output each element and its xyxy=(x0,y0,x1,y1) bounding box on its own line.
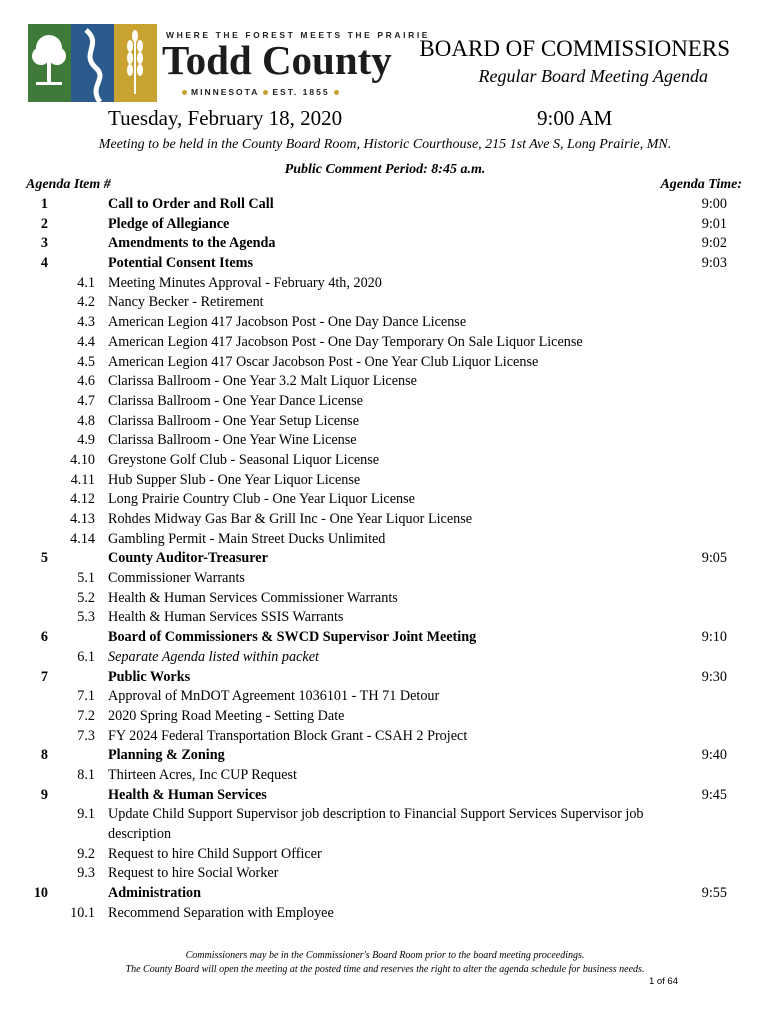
agenda-item-time: 9:45 xyxy=(701,786,727,803)
agenda-item-time: 9:05 xyxy=(701,550,727,567)
agenda-subitem xyxy=(0,353,770,373)
agenda-subitem xyxy=(0,707,770,727)
agenda-item xyxy=(0,668,770,688)
agenda-item xyxy=(0,628,770,648)
agenda-item-text: American Legion 417 Jacobson Post - One Day Temporary On Sale Liquor License xyxy=(108,333,583,350)
agenda-item-text: Amendments to the Agenda xyxy=(108,235,276,252)
agenda-subitem xyxy=(0,904,770,924)
agenda-item-text: Clarissa Ballroom - One Year Dance License xyxy=(108,392,363,409)
agenda-item-time: 9:02 xyxy=(701,235,727,252)
agenda-subitem xyxy=(0,490,770,510)
agenda-item-number: 10 xyxy=(33,885,48,902)
logo-tagline: WHERE THE FOREST MEETS THE PRAIRIE xyxy=(166,30,431,40)
meeting-date: Tuesday, February 18, 2020 xyxy=(108,106,343,130)
agenda-item xyxy=(0,746,770,766)
agenda-subitem xyxy=(0,471,770,491)
agenda-subitem xyxy=(0,569,770,589)
agenda-item-text: Separate Agenda listed within packet xyxy=(108,648,319,665)
agenda-item-text: Recommend Separation with Employee xyxy=(108,904,334,921)
agenda-item-number: 4.6 xyxy=(77,373,95,390)
agenda-subitem xyxy=(0,727,770,747)
agenda-item xyxy=(0,195,770,215)
agenda-subitem xyxy=(0,313,770,333)
column-header-time: Agenda Time: xyxy=(660,177,742,192)
agenda-item-number: 7 xyxy=(40,668,48,685)
agenda-subitem xyxy=(0,293,770,313)
dot-icon xyxy=(334,90,339,95)
agenda-item-number: 9.3 xyxy=(77,865,95,882)
agenda-item-number: 4.12 xyxy=(70,491,95,508)
agenda-item-text: Long Prairie Country Club - One Year Liquor License xyxy=(108,491,415,508)
board-subtitle: Regular Board Meeting Agenda xyxy=(478,66,708,86)
logo-subline xyxy=(178,87,343,97)
agenda-item-number: 10.1 xyxy=(70,904,95,921)
agenda-item-number: 7.2 xyxy=(77,707,95,724)
agenda-item xyxy=(0,254,770,274)
agenda-item-number: 9.1 xyxy=(77,806,95,823)
agenda-item-text: County Auditor-Treasurer xyxy=(108,550,268,567)
agenda-item-text: Clarissa Ballroom - One Year Wine License xyxy=(108,432,357,449)
agenda-item-number: 5 xyxy=(40,550,48,567)
agenda-item xyxy=(0,549,770,569)
agenda-item-text: Thirteen Acres, Inc CUP Request xyxy=(108,766,297,783)
agenda-item-number: 5.1 xyxy=(77,570,95,587)
agenda-item-text: American Legion 417 Oscar Jacobson Post - One Year Club Liquor License xyxy=(108,353,539,370)
agenda-item-text: American Legion 417 Jacobson Post - One Day Dance License xyxy=(108,314,467,331)
agenda-item-number: 2 xyxy=(40,215,48,232)
agenda-item-number: 5.2 xyxy=(77,589,95,606)
agenda-subitem xyxy=(0,589,770,609)
agenda-item-text: Gambling Permit - Main Street Ducks Unlimited xyxy=(108,530,386,547)
agenda-item xyxy=(0,786,770,806)
footer-note-1: Commissioners may be in the Commissioner's Board Room prior to the board meeting proceedings. xyxy=(185,950,585,961)
agenda-item-text: Call to Order and Roll Call xyxy=(108,196,274,212)
agenda-item-time: 9:03 xyxy=(701,255,727,272)
agenda-item-text: 2020 Spring Road Meeting - Setting Date xyxy=(108,707,345,724)
agenda-item-number: 6.1 xyxy=(77,648,95,665)
agenda-subitem xyxy=(0,274,770,294)
logo-name: Todd County xyxy=(162,37,392,83)
page-number: 1 of 64 xyxy=(648,976,678,987)
agenda-subitem xyxy=(0,333,770,353)
agenda-subitem xyxy=(0,766,770,786)
agenda-item-text: Nancy Becker - Retirement xyxy=(108,294,264,311)
agenda-item-number: 4.14 xyxy=(70,530,95,547)
agenda-item-text: Health & Human Services xyxy=(108,786,267,803)
agenda-item-number: 4.5 xyxy=(77,353,95,370)
agenda-item-text: Approval of MnDOT Agreement 1036101 - TH 71 Detour xyxy=(108,688,440,705)
agenda-item-number: 4.2 xyxy=(77,294,95,311)
agenda-item-number: 4.9 xyxy=(77,432,95,449)
agenda-subitem xyxy=(0,687,770,707)
agenda-item-number: 4.10 xyxy=(70,451,95,468)
agenda-subitem xyxy=(0,864,770,884)
logo-state: MINNESOTA xyxy=(191,87,260,97)
footer-note-2: The County Board will open the meeting at the posted time and reserves the right to alter the agenda schedule for business needs. xyxy=(125,964,645,975)
agenda-item-number: 4.13 xyxy=(70,511,95,527)
agenda-item-number: 4.8 xyxy=(77,412,95,429)
agenda-item-text: FY 2024 Federal Transportation Block Grant - CSAH 2 Project xyxy=(108,727,468,744)
agenda-item xyxy=(0,884,770,904)
agenda-item-text: Health & Human Services SSIS Warrants xyxy=(108,609,344,626)
agenda-item-number: 8.1 xyxy=(77,766,95,783)
agenda-item-text: Public Works xyxy=(108,668,191,685)
agenda-item-number: 4.1 xyxy=(77,274,95,291)
agenda-item-number: 9.2 xyxy=(77,845,95,862)
agenda-item-number: 8 xyxy=(40,747,48,764)
meeting-location: Meeting to be held in the County Board Room, Historic Courthouse, 215 1st Ave S, Long Prairie, MN. xyxy=(98,137,672,152)
agenda-item-text: Health & Human Services Commissioner Warrants xyxy=(108,589,398,606)
agenda-subitem xyxy=(0,392,770,412)
agenda-item-text: Request to hire Child Support Officer xyxy=(108,845,322,862)
agenda-item-number: 4.4 xyxy=(77,333,95,350)
agenda-item-text: Pledge of Allegiance xyxy=(108,215,230,232)
agenda-subitem xyxy=(0,510,770,530)
agenda-item-number: 4.7 xyxy=(77,392,95,409)
agenda-subitem xyxy=(0,412,770,432)
agenda-subitem xyxy=(0,530,770,550)
agenda-item-number: 1 xyxy=(40,196,48,212)
agenda-item-time: 9:40 xyxy=(701,747,727,764)
agenda-item-text: Planning & Zoning xyxy=(108,747,225,764)
agenda-item-text: Update Child Support Supervisor job description to Financial Support Services Supervisor job description xyxy=(108,806,644,843)
agenda-item xyxy=(0,234,770,254)
dot-icon xyxy=(182,90,187,95)
agenda-item-text: Hub Supper Slub - One Year Liquor License xyxy=(108,471,361,488)
agenda-item-time: 9:01 xyxy=(701,215,727,232)
agenda-item-number: 4.11 xyxy=(70,471,95,488)
public-comment-period: Public Comment Period: 8:45 a.m. xyxy=(284,162,486,177)
agenda-subitem xyxy=(0,451,770,471)
board-title: BOARD OF COMMISSIONERS xyxy=(419,36,730,61)
column-header-item: Agenda Item # xyxy=(26,177,111,192)
agenda-item-number: 7.3 xyxy=(77,727,95,744)
agenda-item-time: 9:10 xyxy=(701,629,727,646)
agenda-subitem xyxy=(0,845,770,865)
agenda-item-number: 4 xyxy=(40,255,48,272)
agenda-item-time: 9:55 xyxy=(701,885,727,902)
dot-icon xyxy=(263,90,268,95)
agenda-item-number: 6 xyxy=(40,629,48,646)
agenda-subitem xyxy=(0,431,770,451)
agenda-item-number: 7.1 xyxy=(77,688,95,705)
agenda-item-number: 9 xyxy=(40,786,48,803)
agenda-item-text: Clarissa Ballroom - One Year 3.2 Malt Liquor License xyxy=(108,373,417,390)
logo-est: EST. 1855 xyxy=(272,87,330,97)
agenda-item-text: Clarissa Ballroom - One Year Setup License xyxy=(108,412,359,429)
agenda-item-text: Rohdes Midway Gas Bar & Grill Inc - One Year Liquor License xyxy=(108,511,473,527)
county-logo xyxy=(28,24,431,102)
agenda-item-text: Request to hire Social Worker xyxy=(108,865,279,882)
agenda-subitem xyxy=(0,608,770,628)
agenda-item-time: 9:30 xyxy=(701,668,727,685)
agenda-list xyxy=(0,195,770,923)
agenda-item-text: Potential Consent Items xyxy=(108,255,254,272)
meeting-time: 9:00 AM xyxy=(537,106,613,130)
agenda-item-text: Meeting Minutes Approval - February 4th, 2020 xyxy=(108,274,382,291)
agenda-item xyxy=(0,215,770,235)
agenda-item-text: Commissioner Warrants xyxy=(108,570,245,587)
logo-emblem-icon xyxy=(28,24,158,102)
agenda-subitem xyxy=(0,805,770,844)
agenda-item-text: Board of Commissioners & SWCD Supervisor Joint Meeting xyxy=(108,629,477,646)
agenda-subitem xyxy=(0,648,770,668)
agenda-item-text: Administration xyxy=(108,885,202,902)
agenda-item-number: 5.3 xyxy=(77,609,95,626)
agenda-item-time: 9:00 xyxy=(701,196,727,212)
agenda-subitem xyxy=(0,372,770,392)
agenda-item-number: 4.3 xyxy=(77,314,95,331)
agenda-item-text: Greystone Golf Club - Seasonal Liquor License xyxy=(108,451,380,468)
agenda-item-number: 3 xyxy=(40,235,48,252)
